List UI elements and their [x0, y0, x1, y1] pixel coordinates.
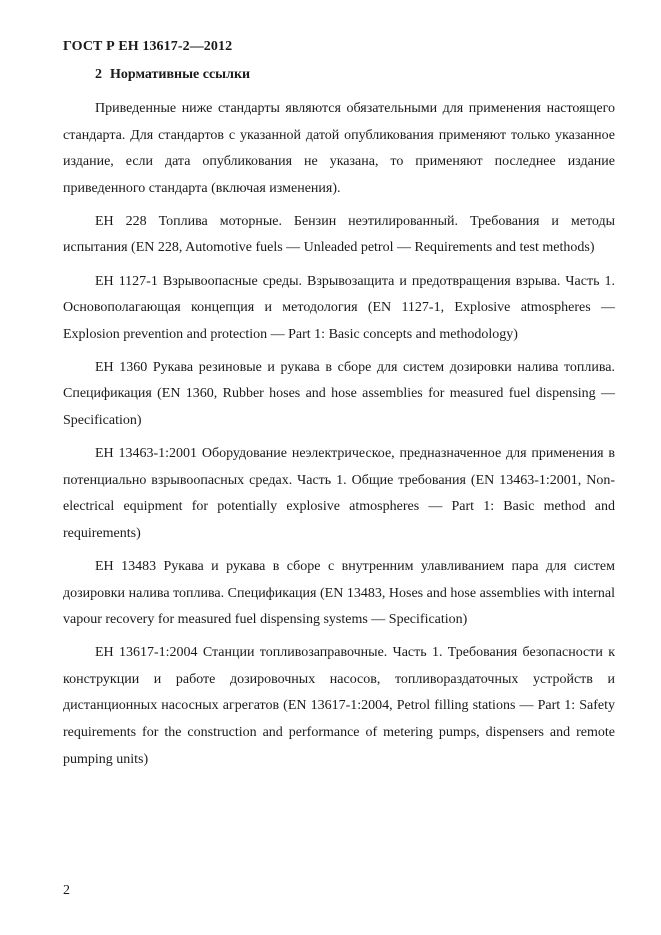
- intro-paragraph: Приведенные ниже стандарты являются обязательными для применения настоящего стандарта. Для стандартов с указанной датой опубликования применяют только указанное издание, если дата опубликования не указана, то применяют последнее издание приведенного стандарта (включая изменения).: [63, 101, 615, 196]
- section-number: 2: [95, 67, 102, 82]
- document-header: ГОСТ Р ЕН 13617-2—2012: [63, 39, 233, 54]
- section-heading: [95, 66, 250, 84]
- reference-en-1127-1: ЕН 1127-1 Взрывоопасные среды. Взрывозащита и предотвращения взрыва. Часть 1. Основополагающая концепция и методология (EN 1127-1, Explosive atmospheres — Explosion prevention and protection — Part 1: Basic concepts and methodology): [63, 273, 615, 342]
- reference-en-13483: ЕН 13483 Рукава и рукава в сборе с внутренним улавливанием пара для систем дозировки налива топлива. Спецификация (EN 13483, Hoses and hose assemblies with internal vapour recovery for measured fuel dispensing systems — Specification): [63, 559, 615, 628]
- section-body: [63, 96, 615, 773]
- reference-en-1360: ЕН 1360 Рукава резиновые и рукава в сборе для систем дозировки налива топлива. Спецификация (EN 1360, Rubber hoses and hose assemblies for measured fuel dispensing — Specification): [63, 359, 615, 429]
- page-number: 2: [63, 883, 70, 898]
- section-title: Нормативные ссылки: [110, 67, 251, 82]
- reference-en-228: ЕН 228 Топлива моторные. Бензин неэтилированный. Требования и методы испытания (EN 228, Automotive fuels — Unleaded petrol — Requirements and test methods): [63, 213, 615, 256]
- reference-en-13617-1: ЕН 13617-1:2004 Станции топливозаправочные. Часть 1. Требования безопасности к конструкции и работе дозировочных насосов, топливораздаточных устройств и дистанционных насосных агрегатов (EN 13617-1:2004, Petrol filling stations — Part 1: Safety requirements for the construction and performance of metering pumps, dispensers and remote pumping units): [63, 645, 615, 767]
- reference-en-13463-1: ЕН 13463-1:2001 Оборудование неэлектрическое, предназначенное для применения в потенциально взрывоопасных средах. Часть 1. Общие требования (EN 13463-1:2001, Non-electrical equipment for potentially explosive atmospheres — Part 1: Basic method and requirements): [63, 446, 615, 541]
